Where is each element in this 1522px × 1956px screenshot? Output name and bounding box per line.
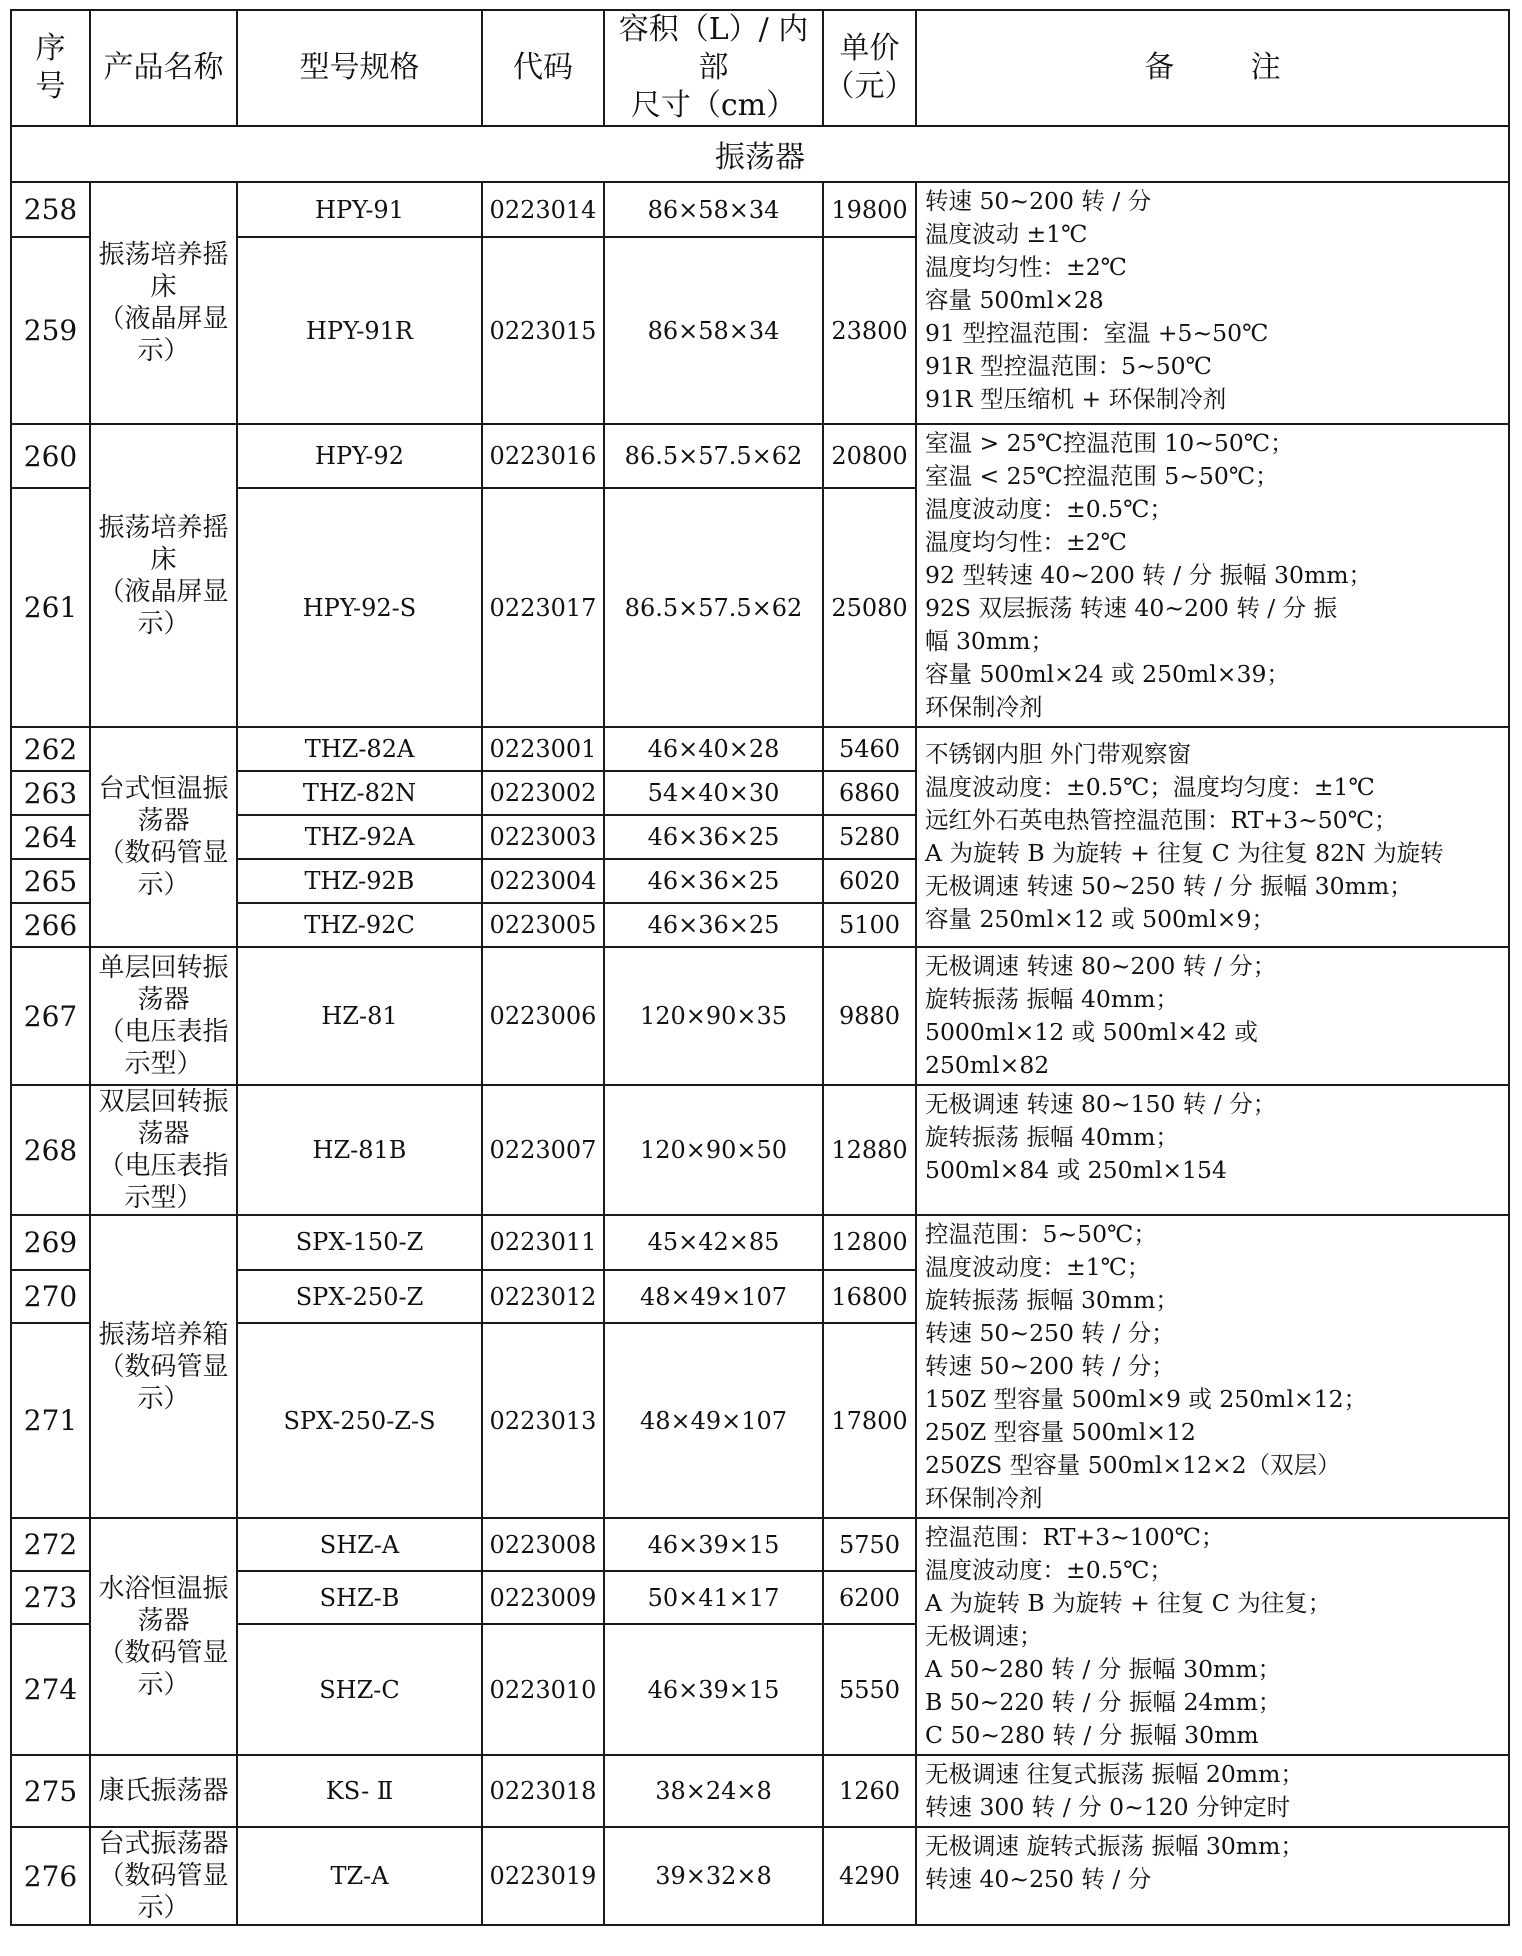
- product-name-line: 振荡培养摇床: [98, 240, 229, 302]
- note-line: 容量 500ml×28: [925, 286, 1104, 314]
- note-cell: [916, 947, 1509, 1085]
- product-name-line: （电压表指示型）: [98, 1017, 229, 1079]
- note-cell: [916, 1755, 1509, 1827]
- seq-cell: 274: [11, 1624, 90, 1755]
- price-cell: 6860: [823, 771, 916, 815]
- code-cell: 0223010: [482, 1624, 604, 1755]
- code-cell: 0223003: [482, 815, 604, 859]
- product-name-cell: [90, 727, 237, 947]
- table-row: [11, 1518, 1509, 1571]
- product-name-cell: [90, 424, 237, 727]
- note-line: 91 型控温范围：室温 +5~50℃: [925, 319, 1269, 347]
- header-note: 备 注: [916, 10, 1509, 126]
- note-line: 环保制冷剂: [925, 1484, 1043, 1512]
- note-cell: [916, 1085, 1509, 1215]
- dimension-cell: 86.5×57.5×62: [604, 488, 823, 727]
- table-row: [11, 727, 1509, 771]
- table-row: [11, 1755, 1509, 1827]
- header-price-line: 单价: [839, 31, 900, 66]
- note-line: 转速 40~250 转 / 分: [925, 1865, 1152, 1893]
- note-cell: [916, 182, 1509, 424]
- note-line: 幅 30mm；: [925, 627, 1054, 655]
- code-cell: 0223016: [482, 424, 604, 488]
- note-line: A 为旋转 B 为旋转 + 往复 C 为往复；: [925, 1589, 1332, 1617]
- note-cell: [916, 1215, 1509, 1518]
- section-title: 振荡器: [11, 126, 1509, 182]
- header-size-line: 尺寸（cm）: [630, 88, 797, 123]
- note-line: A 50~280 转 / 分 振幅 30mm；: [925, 1655, 1282, 1683]
- note-line: 91R 型控温范围：5~50℃: [925, 352, 1212, 380]
- product-name-line: 单层回转振荡器: [98, 953, 229, 1015]
- price-cell: 17800: [823, 1323, 916, 1518]
- section-row: [11, 126, 1509, 182]
- header-code: 代码: [482, 10, 604, 126]
- code-cell: 0223013: [482, 1323, 604, 1518]
- seq-cell: 273: [11, 1571, 90, 1624]
- model-cell: THZ-82N: [237, 771, 482, 815]
- seq-cell: 265: [11, 859, 90, 903]
- note-line: 无极调速 转速 80~150 转 / 分；: [925, 1090, 1277, 1118]
- dimension-cell: 46×39×15: [604, 1518, 823, 1571]
- note-line: 旋转振荡 振幅 40mm；: [925, 1123, 1179, 1151]
- price-cell: 6020: [823, 859, 916, 903]
- product-name-line: 双层回转振荡器: [98, 1087, 229, 1149]
- seq-cell: 271: [11, 1323, 90, 1518]
- dimension-cell: 120×90×50: [604, 1085, 823, 1215]
- note-line: 控温范围：RT+3~100℃；: [925, 1523, 1225, 1551]
- product-name-line: 水浴恒温振荡器: [98, 1573, 229, 1636]
- model-cell: HPY-92-S: [237, 488, 482, 727]
- code-cell: 0223008: [482, 1518, 604, 1571]
- code-cell: 0223007: [482, 1085, 604, 1215]
- note-line: 92S 双层振荡 转速 40~200 转 / 分 振: [925, 594, 1338, 622]
- note-line: 无极调速 旋转式振荡 振幅 30mm；: [925, 1832, 1304, 1860]
- product-name-line: 康氏振荡器: [98, 1776, 229, 1806]
- seq-cell: 275: [11, 1755, 90, 1827]
- code-cell: 0223009: [482, 1571, 604, 1624]
- product-name-line: （数码管显示）: [98, 1351, 229, 1414]
- dimension-cell: 38×24×8: [604, 1755, 823, 1827]
- header-size: [604, 10, 823, 126]
- product-name-line: （数码管显示）: [98, 1861, 229, 1923]
- table-row: [11, 182, 1509, 237]
- seq-cell: 270: [11, 1270, 90, 1324]
- price-cell: 5280: [823, 815, 916, 859]
- note-line: 温度均匀性：±2℃: [925, 528, 1127, 556]
- note-cell: [916, 1518, 1509, 1755]
- header-seq: [11, 10, 90, 126]
- note-line: 5000ml×12 或 500ml×42 或: [925, 1018, 1258, 1046]
- code-cell: 0223014: [482, 182, 604, 237]
- model-cell: SPX-150-Z: [237, 1215, 482, 1270]
- product-name-line: 振荡培养箱: [98, 1319, 229, 1350]
- note-line: 无极调速 转速 50~250 转 / 分 振幅 30mm；: [925, 872, 1413, 900]
- price-cell: 4290: [823, 1827, 916, 1925]
- note-line: 温度波动度：±0.5℃；: [925, 1556, 1173, 1584]
- model-cell: HPY-91: [237, 182, 482, 237]
- header-model: 型号规格: [237, 10, 482, 126]
- product-name-cell: [90, 1215, 237, 1518]
- note-line: 室温 < 25℃控温范围 5~50℃；: [925, 462, 1279, 490]
- note-line: 转速 50~250 转 / 分；: [925, 1319, 1175, 1347]
- note-line: 室温 > 25℃控温范围 10~50℃；: [925, 429, 1294, 457]
- note-line: 温度波动度：±1℃；: [925, 1253, 1151, 1281]
- code-cell: 0223011: [482, 1215, 604, 1270]
- price-cell: 25080: [823, 488, 916, 727]
- dimension-cell: 45×42×85: [604, 1215, 823, 1270]
- seq-cell: 259: [11, 237, 90, 424]
- header-seq-line: 号: [35, 69, 66, 104]
- note-line: C 50~280 转 / 分 振幅 30mm: [925, 1721, 1259, 1749]
- note-line: 环保制冷剂: [925, 693, 1043, 721]
- note-line: 转速 300 转 / 分 0~120 分钟定时: [925, 1793, 1291, 1821]
- note-line: 无极调速 往复式振荡 振幅 20mm；: [925, 1760, 1304, 1788]
- code-cell: 0223001: [482, 727, 604, 771]
- price-cell: 12800: [823, 1215, 916, 1270]
- model-cell: SPX-250-Z-S: [237, 1323, 482, 1518]
- seq-cell: 268: [11, 1085, 90, 1215]
- note-line: 温度波动 ±1℃: [925, 220, 1088, 248]
- model-cell: HPY-91R: [237, 237, 482, 424]
- note-line: 温度波动度：±0.5℃；: [925, 495, 1173, 523]
- seq-cell: 267: [11, 947, 90, 1085]
- dimension-cell: 86×58×34: [604, 237, 823, 424]
- product-name-line: （数码管显示）: [98, 838, 229, 900]
- price-cell: 1260: [823, 1755, 916, 1827]
- price-cell: 20800: [823, 424, 916, 488]
- price-cell: 5100: [823, 903, 916, 947]
- header-name: 产品名称: [90, 10, 237, 126]
- seq-cell: 276: [11, 1827, 90, 1925]
- seq-cell: 260: [11, 424, 90, 488]
- product-name-line: 振荡培养摇床: [98, 512, 229, 575]
- note-line: 无极调速 转速 80~200 转 / 分；: [925, 952, 1277, 980]
- header-price: [823, 10, 916, 126]
- price-cell: 19800: [823, 182, 916, 237]
- model-cell: SHZ-C: [237, 1624, 482, 1755]
- price-cell: 16800: [823, 1270, 916, 1324]
- note-cell: [916, 424, 1509, 727]
- dimension-cell: 50×41×17: [604, 1571, 823, 1624]
- price-cell: 5750: [823, 1518, 916, 1571]
- header-size-line: 容积（L）/ 内部: [618, 12, 809, 85]
- dimension-cell: 48×49×107: [604, 1270, 823, 1324]
- note-line: 150Z 型容量 500ml×9 或 250ml×12；: [925, 1385, 1368, 1413]
- price-cell: 5550: [823, 1624, 916, 1755]
- price-cell: 5460: [823, 727, 916, 771]
- dimension-cell: 86.5×57.5×62: [604, 424, 823, 488]
- seq-cell: 269: [11, 1215, 90, 1270]
- price-cell: 9880: [823, 947, 916, 1085]
- product-name-line: （液晶屏显示）: [98, 576, 229, 639]
- seq-cell: 264: [11, 815, 90, 859]
- product-name-cell: [90, 1827, 237, 1925]
- seq-cell: 261: [11, 488, 90, 727]
- code-cell: 0223018: [482, 1755, 604, 1827]
- note-cell: [916, 1827, 1509, 1925]
- code-cell: 0223015: [482, 237, 604, 424]
- code-cell: 0223004: [482, 859, 604, 903]
- note-line: 温度波动度：±0.5℃；温度均匀度：±1℃: [925, 773, 1375, 801]
- table-body: [11, 126, 1509, 1925]
- note-line: 转速 50~200 转 / 分: [925, 187, 1152, 215]
- header-row: [11, 10, 1509, 126]
- note-line: 容量 250ml×12 或 500ml×9；: [925, 905, 1275, 933]
- note-line: 无极调速；: [925, 1622, 1043, 1650]
- seq-cell: 272: [11, 1518, 90, 1571]
- dimension-cell: 39×32×8: [604, 1827, 823, 1925]
- price-cell: 6200: [823, 1571, 916, 1624]
- dimension-cell: 46×40×28: [604, 727, 823, 771]
- model-cell: THZ-92B: [237, 859, 482, 903]
- dimension-cell: 86×58×34: [604, 182, 823, 237]
- model-cell: THZ-82A: [237, 727, 482, 771]
- table-row: [11, 1085, 1509, 1215]
- model-cell: HZ-81: [237, 947, 482, 1085]
- code-cell: 0223002: [482, 771, 604, 815]
- table-row: [11, 424, 1509, 488]
- price-cell: 12880: [823, 1085, 916, 1215]
- model-cell: SPX-250-Z: [237, 1270, 482, 1324]
- note-line: 温度均匀性：±2℃: [925, 253, 1127, 281]
- model-cell: TZ-A: [237, 1827, 482, 1925]
- note-line: 容量 500ml×24 或 250ml×39；: [925, 660, 1290, 688]
- code-cell: 0223019: [482, 1827, 604, 1925]
- product-name-cell: [90, 947, 237, 1085]
- product-name-line: 台式振荡器: [98, 1829, 229, 1859]
- note-line: 250Z 型容量 500ml×12: [925, 1418, 1196, 1446]
- dimension-cell: 120×90×35: [604, 947, 823, 1085]
- note-cell: [916, 727, 1509, 947]
- header-price-line: （元）: [824, 69, 915, 104]
- product-name-line: （液晶屏显示）: [98, 304, 229, 366]
- dimension-cell: 46×36×25: [604, 903, 823, 947]
- product-name-cell: [90, 1085, 237, 1215]
- product-name-cell: [90, 182, 237, 424]
- dimension-cell: 46×36×25: [604, 859, 823, 903]
- dimension-cell: 48×49×107: [604, 1323, 823, 1518]
- product-name-line: （电压表指示型）: [98, 1151, 229, 1213]
- code-cell: 0223006: [482, 947, 604, 1085]
- note-line: A 为旋转 B 为旋转 + 往复 C 为往复 82N 为旋转: [925, 839, 1444, 867]
- note-line: 旋转振荡 振幅 30mm；: [925, 1286, 1179, 1314]
- seq-cell: 266: [11, 903, 90, 947]
- model-cell: SHZ-B: [237, 1571, 482, 1624]
- table-row: [11, 947, 1509, 1085]
- table-row: [11, 1827, 1509, 1925]
- note-line: B 50~220 转 / 分 振幅 24mm；: [925, 1688, 1282, 1716]
- header-seq-line: 序: [35, 31, 66, 66]
- product-name-line: （数码管显示）: [98, 1637, 229, 1700]
- dimension-cell: 54×40×30: [604, 771, 823, 815]
- note-line: 91R 型压缩机 + 环保制冷剂: [925, 385, 1227, 413]
- note-line: 250ZS 型容量 500ml×12×2（双层）: [925, 1451, 1341, 1479]
- note-line: 500ml×84 或 250ml×154: [925, 1156, 1227, 1184]
- dimension-cell: 46×39×15: [604, 1624, 823, 1755]
- seq-cell: 263: [11, 771, 90, 815]
- code-cell: 0223017: [482, 488, 604, 727]
- table-row: [11, 1215, 1509, 1270]
- note-line: 92 型转速 40~200 转 / 分 振幅 30mm；: [925, 561, 1373, 589]
- model-cell: HZ-81B: [237, 1085, 482, 1215]
- code-cell: 0223005: [482, 903, 604, 947]
- price-cell: 23800: [823, 237, 916, 424]
- dimension-cell: 46×36×25: [604, 815, 823, 859]
- seq-cell: 262: [11, 727, 90, 771]
- seq-cell: 258: [11, 182, 90, 237]
- product-name-line: 台式恒温振荡器: [98, 774, 229, 836]
- model-cell: THZ-92A: [237, 815, 482, 859]
- product-name-cell: [90, 1755, 237, 1827]
- model-cell: HPY-92: [237, 424, 482, 488]
- note-line: 远红外石英电热管控温范围：RT+3~50℃；: [925, 806, 1398, 834]
- model-cell: SHZ-A: [237, 1518, 482, 1571]
- note-line: 不锈钢内胆 外门带观察窗: [925, 740, 1191, 768]
- price-table: [10, 9, 1510, 1926]
- note-line: 转速 50~200 转 / 分；: [925, 1352, 1175, 1380]
- code-cell: 0223012: [482, 1270, 604, 1324]
- model-cell: KS- Ⅱ: [237, 1755, 482, 1827]
- note-line: 控温范围：5~50℃；: [925, 1220, 1157, 1248]
- note-line: 250ml×82: [925, 1051, 1050, 1079]
- note-line: 旋转振荡 振幅 40mm；: [925, 985, 1179, 1013]
- product-name-cell: [90, 1518, 237, 1755]
- model-cell: THZ-92C: [237, 903, 482, 947]
